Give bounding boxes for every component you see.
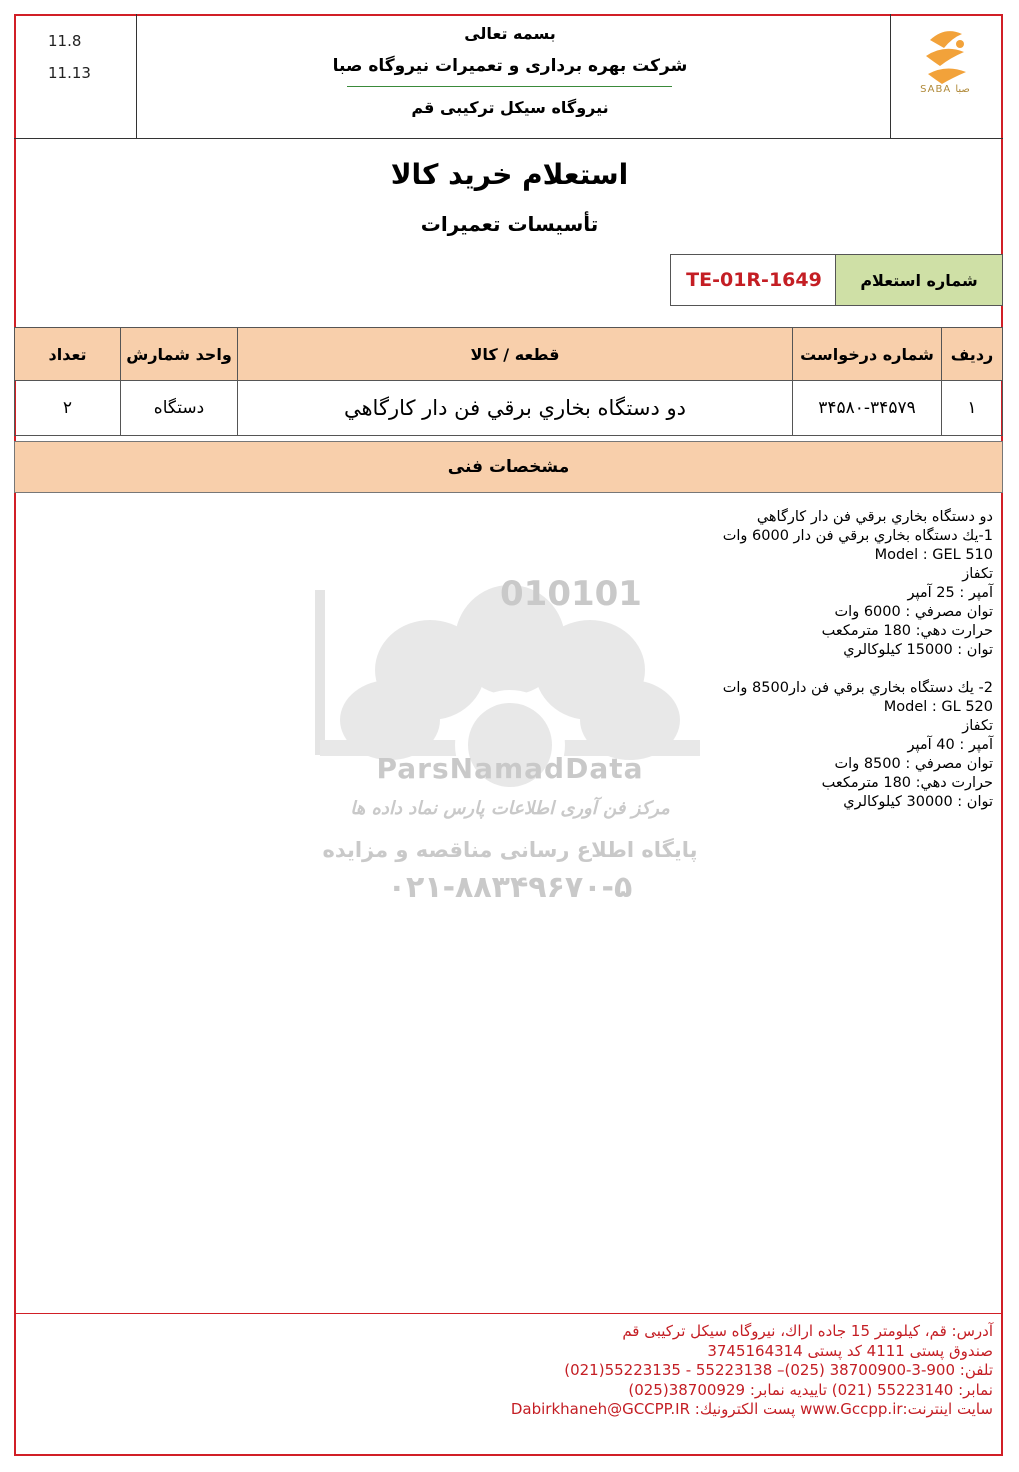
col-header-row: ردیف: [942, 328, 1003, 381]
document-code-1: 11.8: [48, 32, 82, 50]
spec-line: توان مصرفي : 8500 وات: [834, 756, 993, 772]
spec-line: حرارت دهي: 180 مترمکعب: [821, 775, 993, 791]
inquiry-number-label: شماره استعلام: [835, 255, 1002, 305]
header-plant: نیروگاه سیکل ترکیبی قم: [411, 98, 609, 117]
page-subtitle: تأسیسات تعمیرات: [420, 212, 599, 236]
spec-line: Model : GEL 510: [874, 547, 993, 563]
spec-line: دو دستگاه بخاري برقي فن دار کارگاهي: [756, 509, 993, 525]
spec-line: توان : 30000 کيلوکالري: [843, 794, 993, 810]
footer-postal: صندوق پستی 4111 کد پستی 3745164314: [707, 1341, 993, 1360]
items-table: [14, 327, 1003, 436]
watermark-brand: ParsNamadData: [376, 752, 644, 785]
footer-address: آدرس: قم، کیلومتر 15 جاده اراك، نیروگاه سیکل ترکیبی قم: [622, 1322, 993, 1340]
col-header-qty: تعداد: [15, 328, 121, 381]
spec-spacer: [293, 660, 993, 679]
cell-unit: دستگاه: [121, 381, 238, 436]
watermark-line2: پایگاه اطلاع رسانی مناقصه و مزایده: [322, 838, 698, 862]
header-company: شرکت بهره برداری و تعمیرات نیروگاه صبا: [332, 56, 688, 76]
footer-rule: [14, 1313, 1003, 1314]
table-row: [15, 381, 1003, 436]
inquiry-number-value: TE-01R-1649: [686, 269, 822, 291]
col-header-request-no: شماره درخواست: [793, 328, 942, 381]
page-title: استعلام خريد کالا: [390, 158, 629, 191]
spec-line: 1-يك دستگاه بخاري برقي فن دار 6000 وات: [722, 528, 993, 544]
watermark-digits: 010101: [500, 574, 642, 614]
spec-line: Model : GL 520: [883, 699, 993, 715]
specs-body: [293, 508, 993, 812]
cell-item-description: دو دستگاه بخاري برقي فن دار کارگاهي: [238, 381, 793, 436]
col-header-item: قطعه / کالا: [238, 328, 793, 381]
spec-line: آمپر : 40 آمپر: [907, 737, 993, 753]
watermark-line1: مرکز فن آوری اطلاعات پارس نماد داده ها: [350, 798, 670, 819]
spec-line: آمپر : 25 آمپر: [907, 585, 993, 601]
spec-line: تکفاز: [962, 566, 993, 582]
header-green-rule: [347, 86, 672, 87]
header-divider: [14, 138, 1003, 139]
spec-line: توان مصرفي : 6000 وات: [834, 604, 993, 620]
header-basmala: بسمه تعالی: [464, 24, 556, 43]
footer-contact: [193, 1322, 993, 1420]
spec-line: توان : 15000 کيلوکالري: [843, 642, 993, 658]
document-code-2: 11.13: [48, 64, 91, 82]
logo-caption: SABA صبا: [920, 84, 970, 95]
items-table-header: [15, 328, 1003, 381]
header-right-divider: [890, 14, 891, 138]
footer-web-email: سایت اینترنت:www.Gccpp.ir پست الکترونیك: Dabirkhaneh@GCCPP.IR: [510, 1400, 993, 1418]
watermark-phone: ۰۲۱-۸۸۳۴۹۶۷۰-۵: [387, 870, 633, 905]
spec-line: تکفاز: [962, 718, 993, 734]
cell-row-number: ۱: [942, 381, 1003, 436]
footer-fax: نمابر: 55223140 (021) تاییدیه نمابر: 38700929(025): [628, 1380, 993, 1399]
specs-heading: مشخصات فنی: [14, 441, 1003, 493]
inquiry-number-box: [670, 254, 1003, 306]
spec-line: حرارت دهي: 180 مترمکعب: [821, 623, 993, 639]
spec-line: 2- يك دستگاه بخاري برقي فن دار8500 وات: [722, 680, 993, 696]
col-header-unit: واحد شمارش: [121, 328, 238, 381]
cell-request-number: ۳۴۵۸۰-۳۴۵۷۹: [793, 381, 942, 436]
footer-phone: تلفن: 900-3-38700900 (025)– 55223138 - 55223135(021): [564, 1361, 993, 1379]
cell-quantity: ۲: [15, 381, 121, 436]
header-left-divider: [136, 14, 137, 138]
